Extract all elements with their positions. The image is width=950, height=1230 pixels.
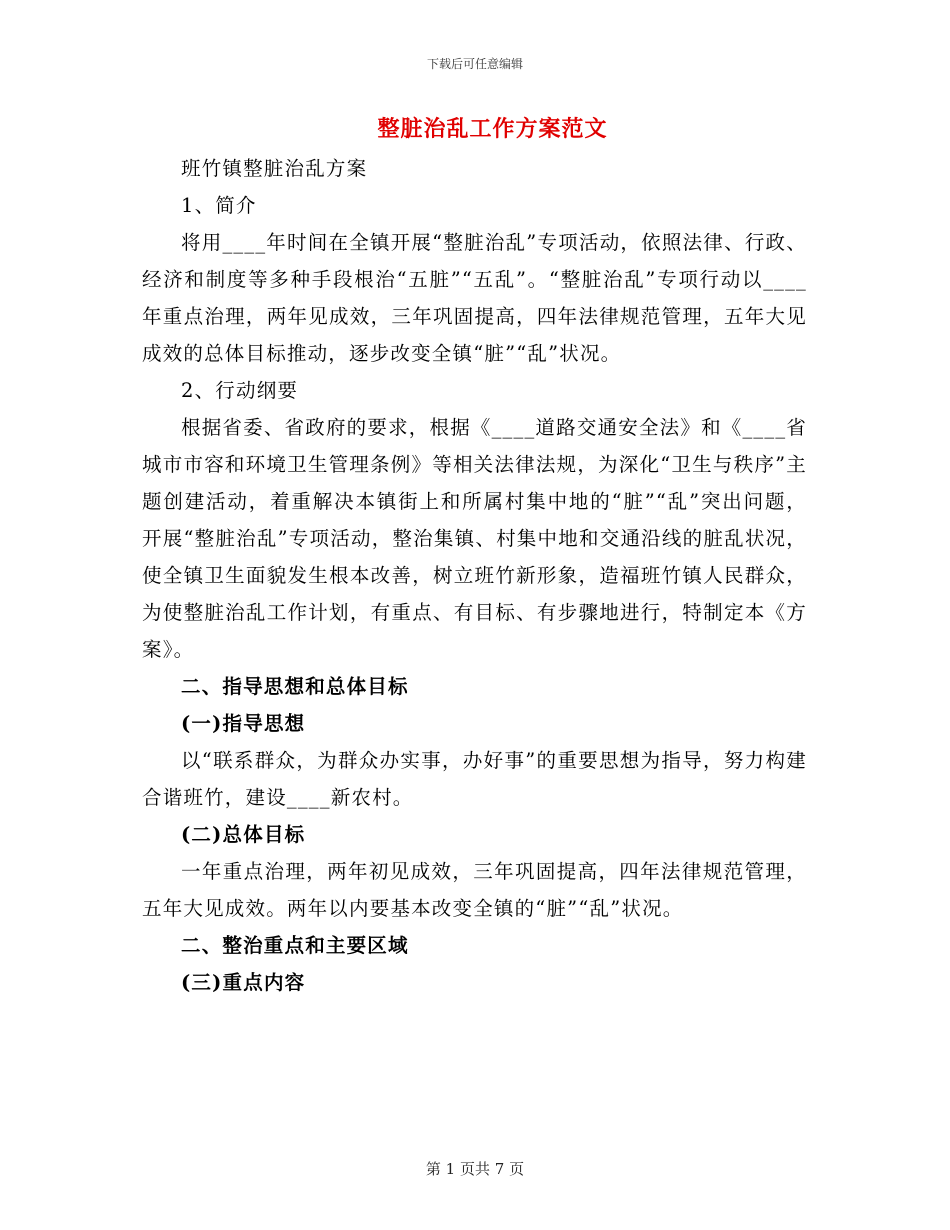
heading-guiding-thought: (一)指导思想 <box>181 712 306 735</box>
heading-key-areas: 二、整治重点和主要区域 <box>181 934 409 957</box>
paragraph-subtitle: 班竹镇整脏治乱方案 <box>181 157 368 180</box>
paragraph-overall-goal-body: 一年重点治理，两年初见成效，三年巩固提高，四年法律规范管理，五年大见成效。两年以内要基本改变全镇的“脏”“乱”状况。 <box>142 860 807 920</box>
heading-overall-goal: (二)总体目标 <box>181 823 306 846</box>
paragraph-section-outline: 2、行动纲要 <box>181 379 299 402</box>
heading-guiding-goals: 二、指导思想和总体目标 <box>181 675 409 698</box>
paragraph-outline-body: 根据省委、省政府的要求，根据《____道路交通安全法》和《____省城市市容和环境卫生管理条例》等相关法律法规，为深化“卫生与秩序”主题创建活动，着重解决本镇街上和所属村集中地的“脏”“乱”突出问题，开展“整脏治乱”专项活动，整治集镇、村集中地和交通沿线的脏乱状况，使全镇卫生面貌发生根本改善，树立班竹新形象，造福班竹镇人民群众，为使整脏治乱工作计划，有重点、有目标、有步骤地进行，特制定本《方案》。 <box>142 416 807 661</box>
document-title: 整脏治乱工作方案范文 <box>377 116 608 142</box>
paragraph-section-intro: 1、简介 <box>181 194 257 217</box>
document-body <box>142 150 807 1001</box>
page-header-note: 下载后可任意编辑 <box>426 57 523 71</box>
heading-key-content: (三)重点内容 <box>181 971 306 994</box>
page-footer-page-number: 第 1 页共 7 页 <box>425 1160 525 1178</box>
paragraph-guiding-thought-body: 以“联系群众，为群众办实事，办好事”的重要思想为指导，努力构建合谐班竹，建设____新农村。 <box>142 749 807 809</box>
paragraph-intro-body: 将用____年时间在全镇开展“整脏治乱”专项活动，依照法律、行政、经济和制度等多种手段根治“五脏”“五乱”。“整脏治乱”专项行动以____年重点治理，两年见成效，三年巩固提高，四年法律规范管理，五年大见成效的总体目标推动，逐步改变全镇“脏”“乱”状况。 <box>142 231 807 365</box>
